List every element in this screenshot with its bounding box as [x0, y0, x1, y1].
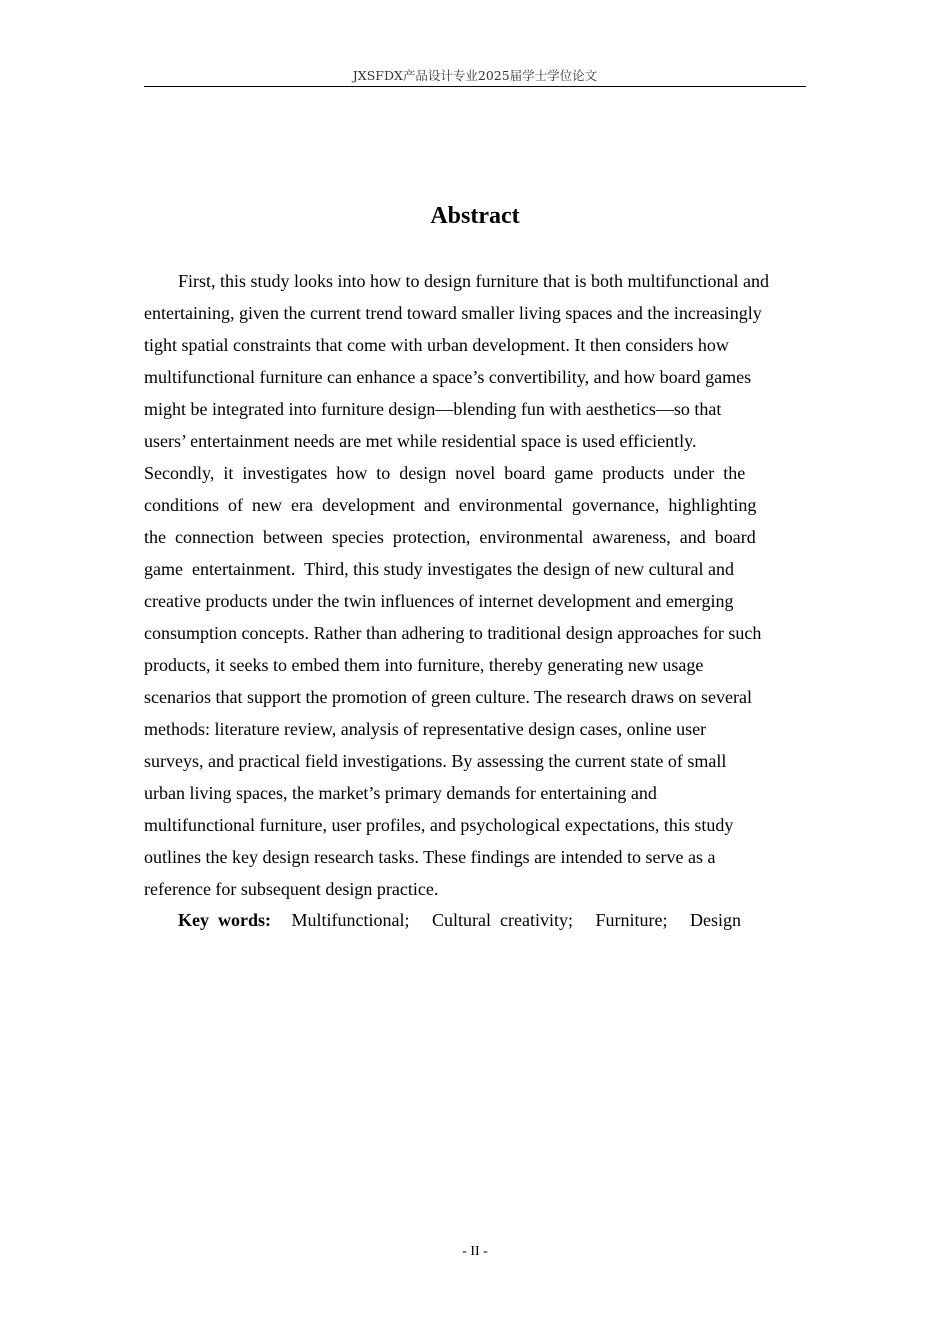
abstract-line: creative products under the twin influences of internet development and emerging: [144, 591, 734, 611]
abstract-line: users’ entertainment needs are met while residential space is used efficiently.: [144, 431, 697, 451]
page-number: - II -: [462, 1244, 488, 1259]
keywords-line: [144, 904, 806, 936]
abstract-title: Abstract: [430, 203, 520, 229]
abstract-line: multifunctional furniture can enhance a space’s convertibility, and how board games: [144, 367, 752, 387]
running-header: JXSFDX产品设计专业2025届学士学位论文: [144, 66, 806, 87]
abstract-body: [144, 265, 806, 936]
abstract-line: might be integrated into furniture design—blending fun with aesthetics—so that: [144, 399, 722, 419]
keyword-item: Cultural creativity;: [431, 910, 573, 930]
abstract-line: reference for subsequent design practice.: [144, 879, 439, 899]
abstract-line: conditions of new era development and environmental governance, highlighting: [144, 495, 757, 515]
keyword-item: Multifunctional;: [291, 910, 410, 930]
abstract-line: urban living spaces, the market’s primary demands for entertaining and: [144, 783, 657, 803]
abstract-line: methods: literature review, analysis of representative design cases, online user: [144, 719, 707, 739]
abstract-line: multifunctional furniture, user profiles, and psychological expectations, this study: [144, 815, 734, 835]
abstract-line: the connection between species protection, environmental awareness, and board: [144, 527, 756, 547]
abstract-line: game entertainment. Third, this study investigates the design of new cultural and: [144, 559, 735, 579]
abstract-line: scenarios that support the promotion of green culture. The research draws on several: [144, 687, 752, 707]
abstract-line: tight spatial constraints that come with urban development. It then considers how: [144, 335, 729, 355]
abstract-line: consumption concepts. Rather than adhering to traditional design approaches for such: [144, 623, 762, 643]
abstract-line: outlines the key design research tasks. These findings are intended to serve as a: [144, 847, 716, 867]
abstract-line: entertaining, given the current trend toward smaller living spaces and the increasingly: [144, 303, 762, 323]
abstract-line: surveys, and practical field investigations. By assessing the current state of small: [144, 751, 727, 771]
keywords-label: Key words:: [178, 910, 271, 930]
abstract-line: Secondly, it investigates how to design novel board game products under the: [144, 463, 746, 483]
abstract-line: First, this study looks into how to design furniture that is both multifunctional and: [178, 271, 769, 291]
keyword-item: Design: [689, 910, 741, 930]
abstract-line: products, it seeks to embed them into furniture, thereby generating new usage: [144, 655, 704, 675]
keyword-item: Furniture;: [595, 910, 668, 930]
